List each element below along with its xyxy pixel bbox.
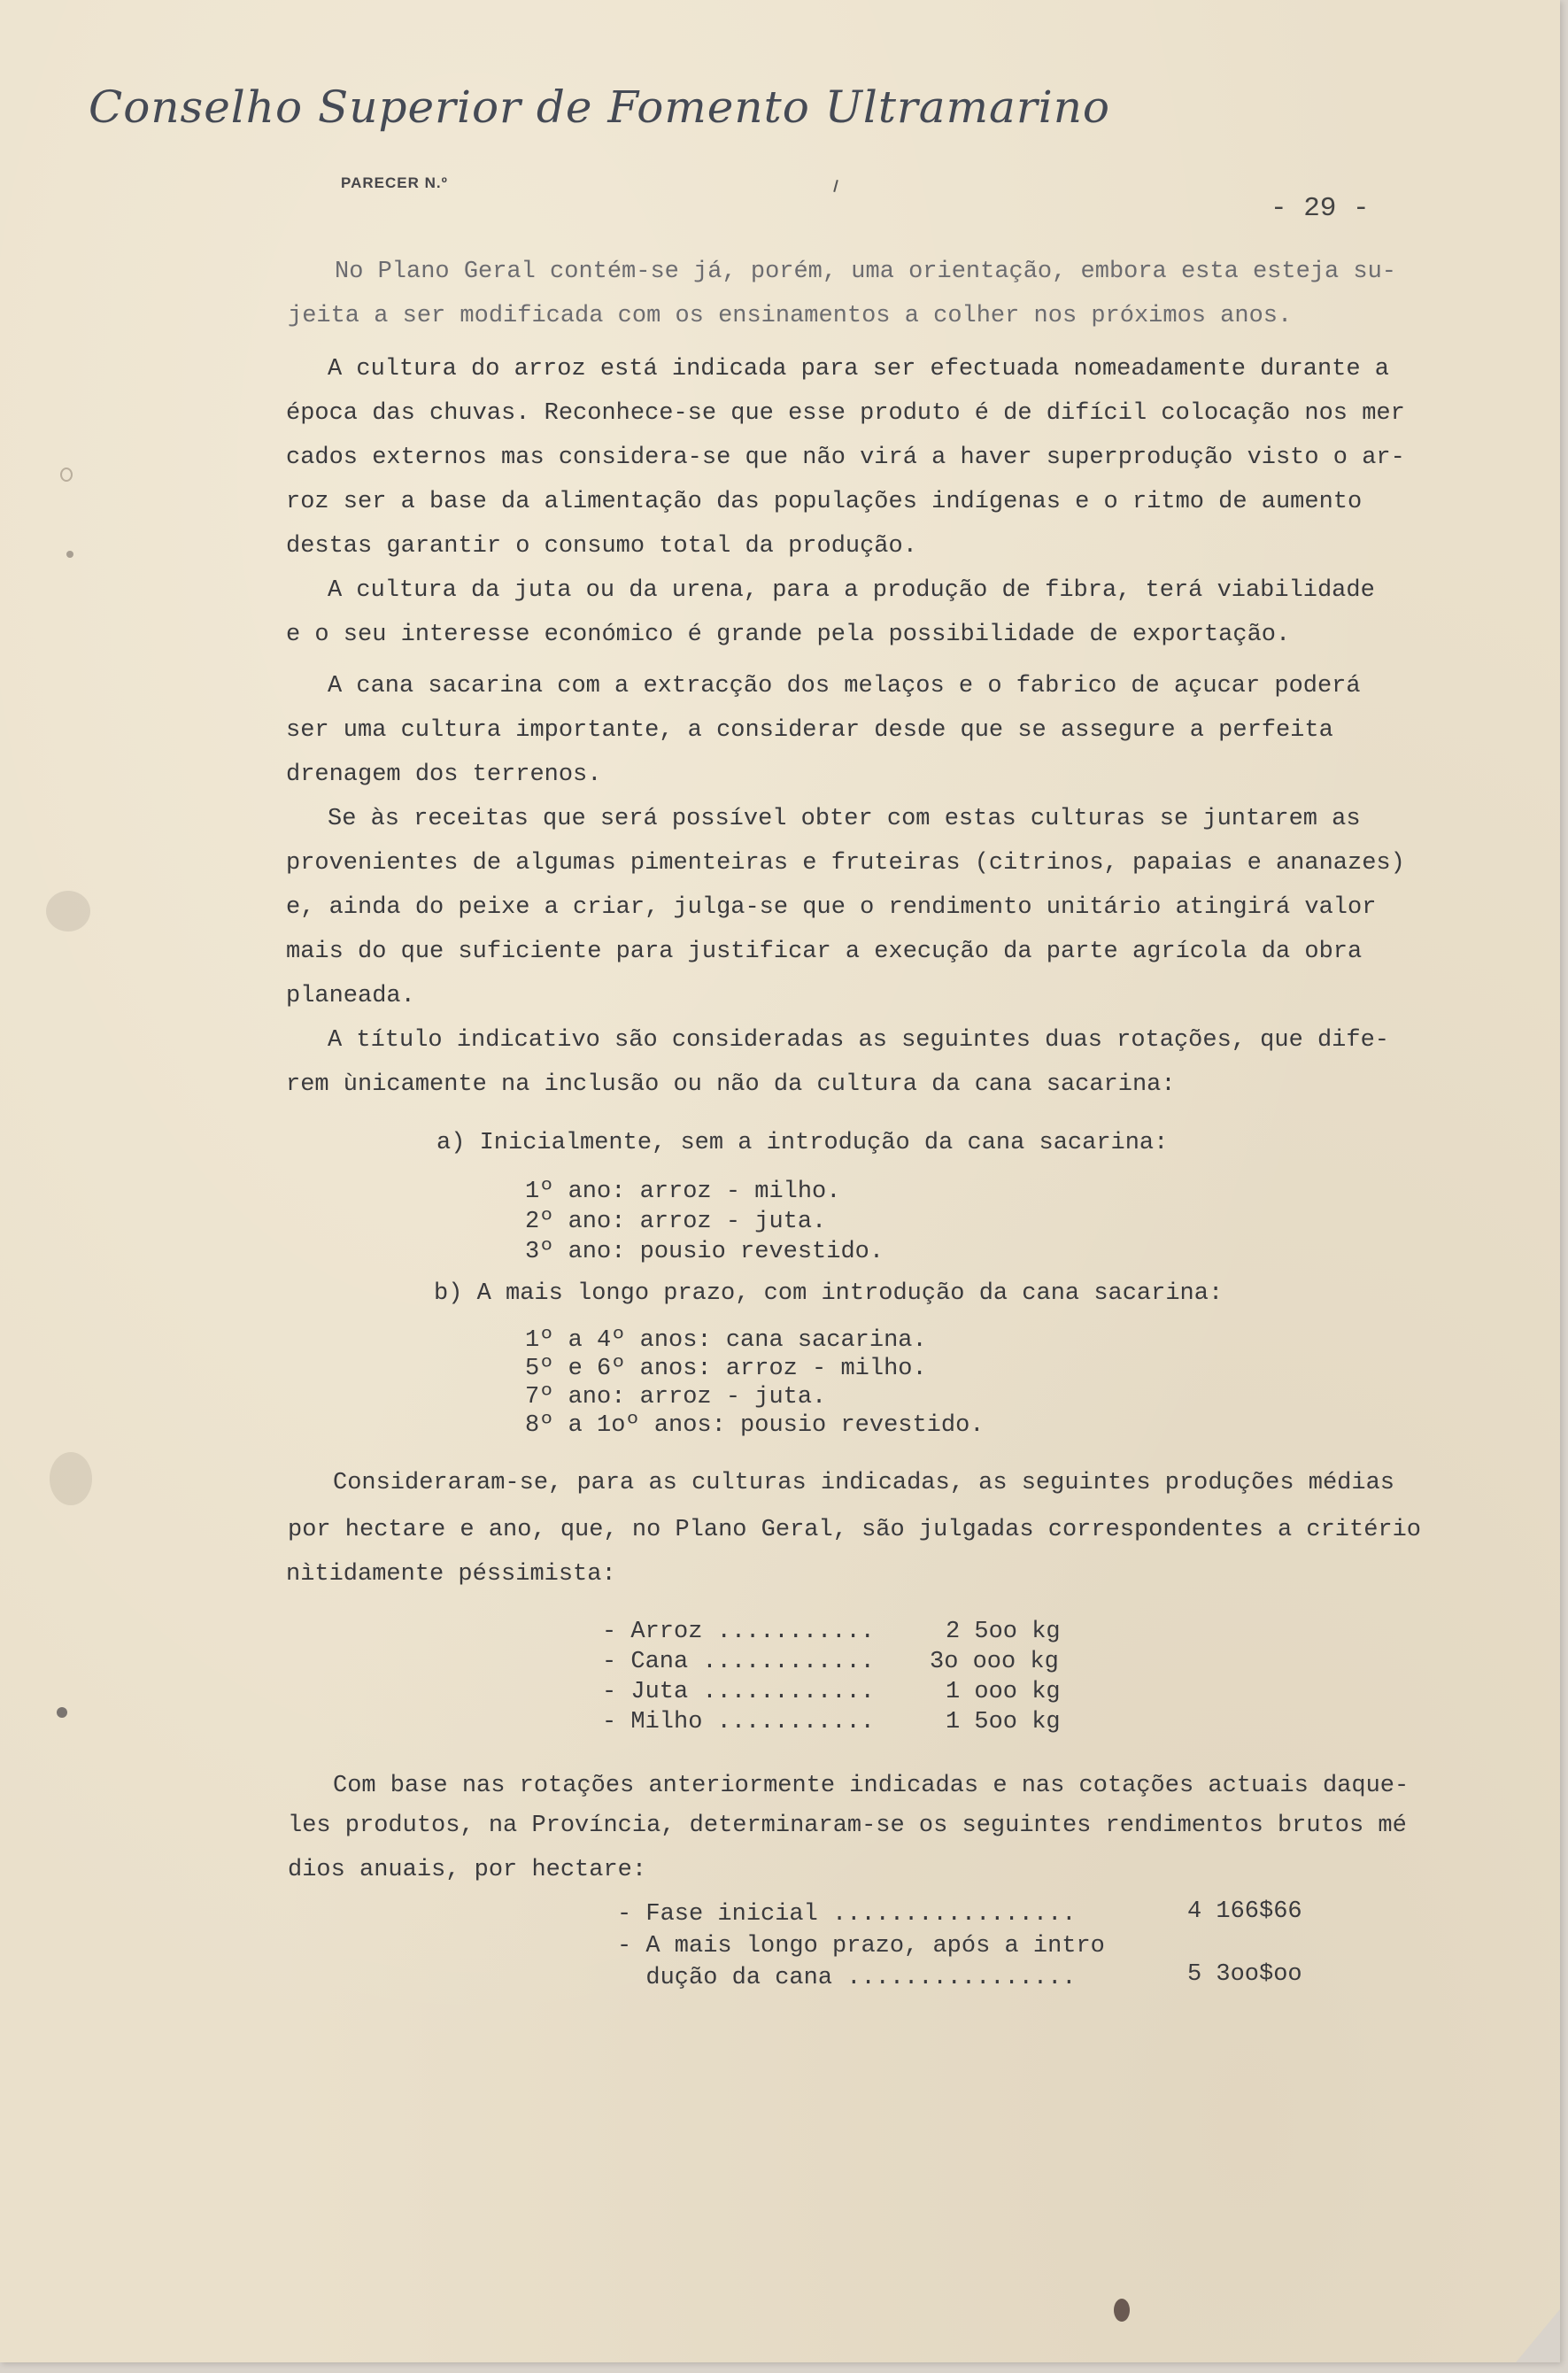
yields-intro-line: dios anuais, por hectare: — [288, 1857, 647, 1883]
body-line: e, ainda do peixe a criar, julga-se que o rendimento unitário atingirá valor — [286, 894, 1377, 921]
body-line: A cana sacarina com a extracção dos melaços e o fabrico de açucar poderá — [328, 673, 1361, 700]
production-label: - Juta ............ — [602, 1679, 875, 1705]
production-label: - Cana ............ — [602, 1649, 875, 1675]
production-value: 2 5oo kg — [946, 1619, 1061, 1645]
rotation-a-item: 2º ano: arroz - juta. — [525, 1209, 827, 1235]
rotation-a-heading: a) Inicialmente, sem a introdução da cana sacarina: — [436, 1130, 1169, 1156]
body-line: Se às receitas que será possível obter com estas culturas se juntarem as — [328, 806, 1361, 832]
yield-label: - A mais longo prazo, após a intro — [617, 1933, 1105, 1959]
body-line: época das chuvas. Reconhece-se que esse produto é de difícil colocação nos mer — [286, 400, 1405, 427]
yield-label: dução da cana ................ — [617, 1965, 1077, 1991]
productions-intro-line: Consideraram-se, para as culturas indicadas, as seguintes produções médias — [333, 1470, 1394, 1496]
production-value: 3o ooo kg — [930, 1649, 1059, 1675]
parecer-label: PARECER N.º — [341, 174, 448, 191]
body-line: provenientes de algumas pimenteiras e fruteiras (citrinos, papaias e ananazes) — [286, 850, 1405, 877]
body-line: No Plano Geral contém-se já, porém, uma orientação, embora esta esteja su- — [335, 259, 1396, 285]
productions-intro-line: nìtidamente péssimista: — [286, 1561, 616, 1588]
body-line: A cultura da juta ou da urena, para a produção de fibra, terá viabilidade — [328, 577, 1375, 604]
body-line: destas garantir o consumo total da produção. — [286, 533, 917, 560]
body-line: ser uma cultura importante, a considerar desde que se assegure a perfeita — [286, 717, 1333, 744]
paper-stain — [50, 1452, 92, 1505]
yields-intro-line: Com base nas rotações anteriormente indicadas e nas cotações actuais daque- — [333, 1773, 1410, 1799]
rotation-b-item: 8º a 1oº anos: pousio revestido. — [525, 1412, 985, 1439]
body-line: A título indicativo são consideradas as seguintes duas rotações, que dife- — [328, 1027, 1389, 1054]
paper-stain — [46, 891, 90, 931]
pen-tick-mark — [833, 180, 838, 192]
rotation-b-item: 5º e 6º anos: arroz - milho. — [525, 1356, 927, 1382]
punch-mark — [57, 1707, 67, 1718]
productions-intro-line: por hectare e ano, que, no Plano Geral, são julgadas correspondentes a critério — [288, 1517, 1422, 1543]
production-label: - Arroz ........... — [602, 1619, 875, 1645]
folded-corner — [1516, 2309, 1560, 2362]
body-line: roz ser a base da alimentação das populações indígenas e o ritmo de aumento — [286, 489, 1363, 515]
rotation-a-item: 3º ano: pousio revestido. — [525, 1239, 884, 1265]
punch-mark — [60, 468, 73, 482]
production-value: 1 ooo kg — [946, 1679, 1061, 1705]
production-label: - Milho ........... — [602, 1709, 875, 1735]
rotation-a-item: 1º ano: arroz - milho. — [525, 1179, 841, 1205]
yield-label: - Fase inicial ................. — [617, 1901, 1077, 1928]
production-value: 1 5oo kg — [946, 1709, 1061, 1735]
letterhead: Conselho Superior de Fomento Ultramarino — [89, 81, 1111, 133]
body-line: planeada. — [286, 983, 415, 1009]
yield-value: 4 166$66 — [1187, 1898, 1302, 1925]
rotation-b-heading: b) A mais longo prazo, com introdução da cana sacarina: — [434, 1280, 1224, 1307]
body-line: cados externos mas considera-se que não virá a haver superprodução visto o ar- — [286, 444, 1405, 471]
body-line: A cultura do arroz está indicada para ser efectuada nomeadamente durante a — [328, 356, 1389, 383]
rotation-b-item: 1º a 4º anos: cana sacarina. — [525, 1327, 927, 1354]
punch-mark — [66, 551, 73, 558]
body-line: e o seu interesse económico é grande pela possibilidade de exportação. — [286, 622, 1291, 648]
rotation-b-item: 7º ano: arroz - juta. — [525, 1384, 827, 1411]
body-line: mais do que suficiente para justificar a execução da parte agrícola da obra — [286, 939, 1363, 965]
body-line: drenagem dos terrenos. — [286, 761, 602, 788]
body-line: jeita a ser modificada com os ensinamentos a colher nos próximos anos. — [288, 303, 1293, 329]
yield-value: 5 3oo$oo — [1187, 1961, 1302, 1988]
ink-spot — [1114, 2299, 1130, 2322]
yields-intro-line: les produtos, na Província, determinaram-se os seguintes rendimentos brutos mé — [288, 1813, 1407, 1839]
body-line: rem ùnicamente na inclusão ou não da cultura da cana sacarina: — [286, 1071, 1176, 1098]
page-number: - 29 - — [1271, 193, 1370, 224]
